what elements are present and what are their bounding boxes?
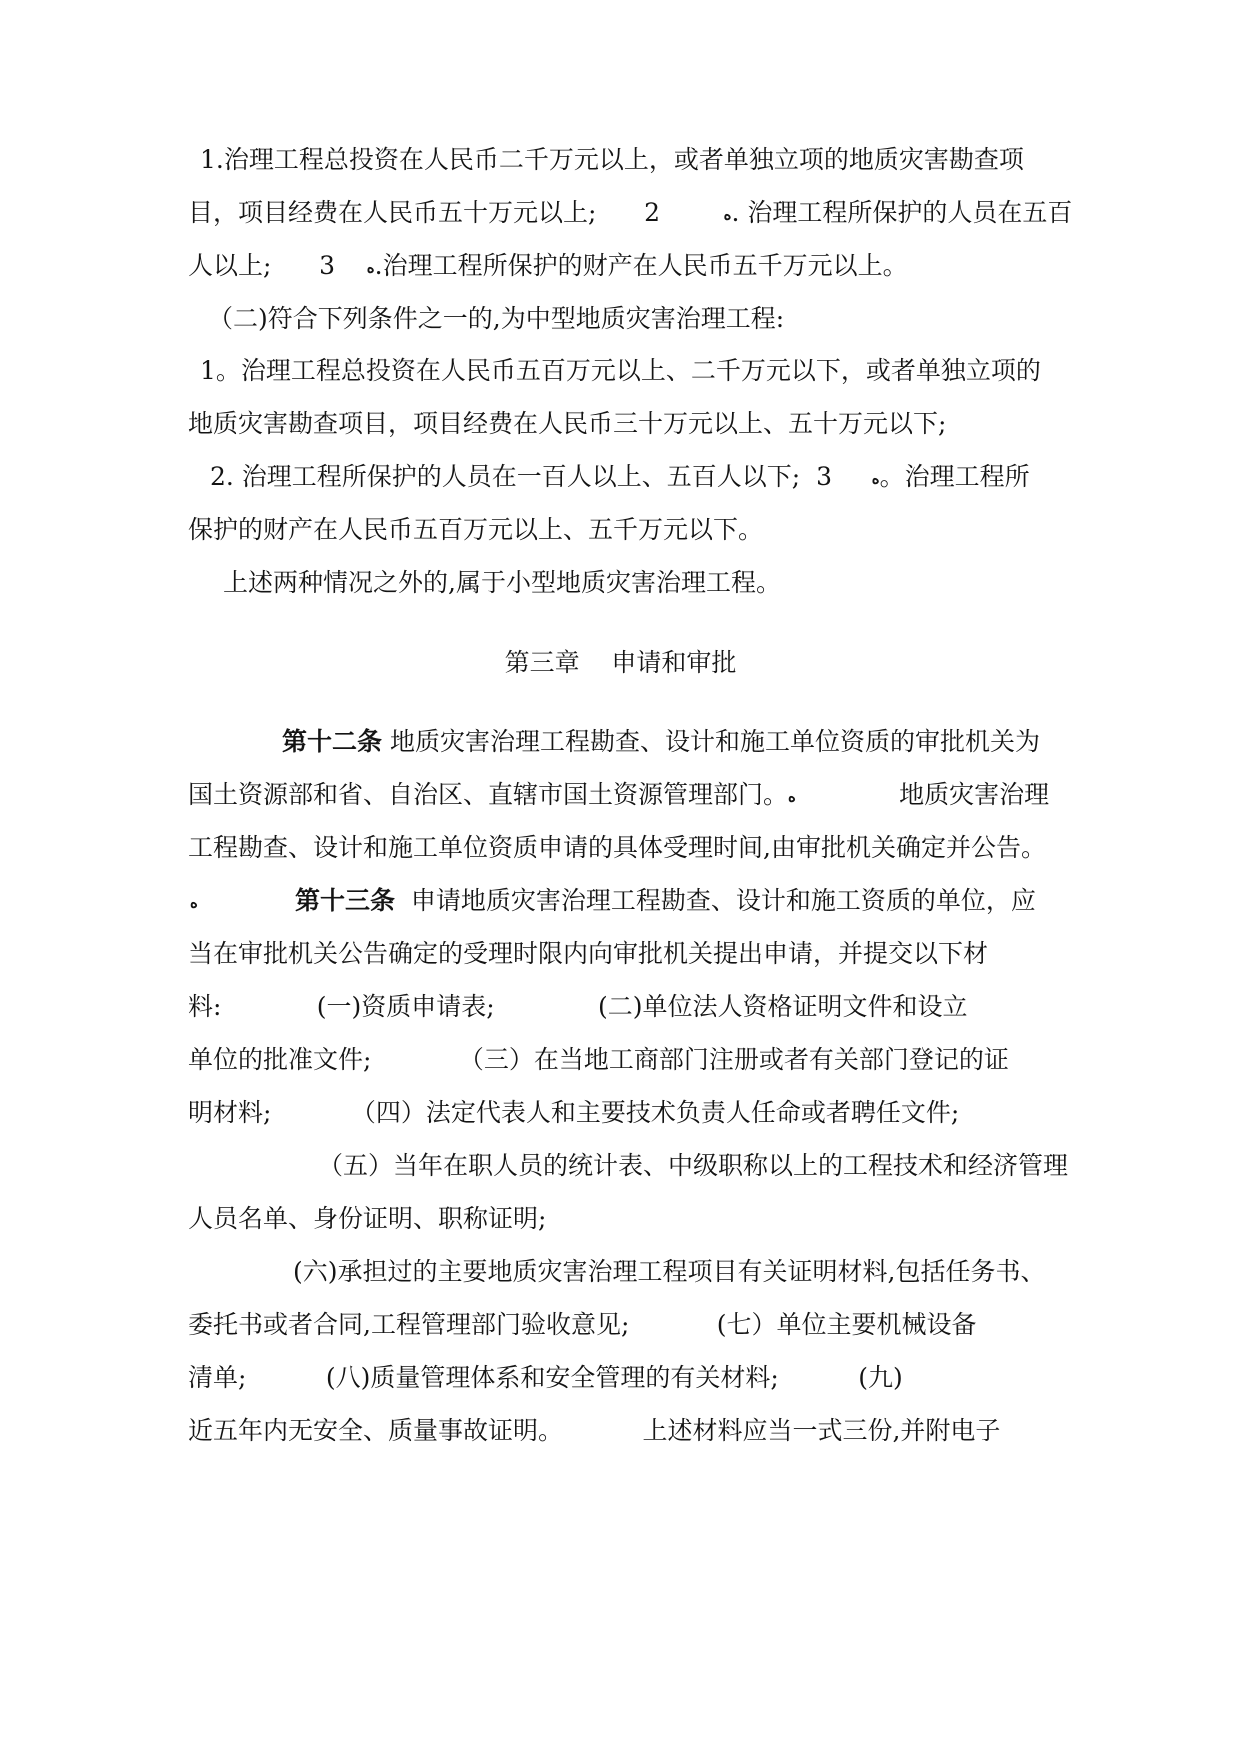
text-segment: 地质灾害治理: [795, 780, 1050, 809]
text-line: 明材料; （四）法定代表人和主要技术负责人任命或者聘任文件;: [188, 1098, 960, 1127]
text-line: （五）当年在职人员的统计表、中级职称以上的工程技术和经济管理: [318, 1151, 1069, 1180]
text-line: 上述两种情况之外的,属于小型地质灾害治理工程。: [223, 568, 781, 597]
text-line: 地质灾害勘查项目，项目经费在人民币三十万元以上、五十万元以下;: [188, 409, 947, 438]
text-line: 委托书或者合同,工程管理部门验收意见; (七）单位主要机械设备: [188, 1310, 977, 1339]
chapter-title: 第三章 申请和审批: [504, 648, 737, 677]
text-line: (六)承担过的主要地质灾害治理工程项目有关证明材料,包括任务书、: [293, 1257, 1046, 1286]
article-label: 第十三条: [295, 886, 396, 915]
text-line: [188, 778, 1060, 814]
tab-mark-glyph: ﻩ: [788, 787, 796, 806]
text-line: [282, 725, 1062, 759]
text-line: 1.治理工程总投资在人民币二千万元以上，或者单独立项的地质灾害勘查项: [200, 145, 1024, 174]
tab-mark-glyph: ﻩ: [723, 205, 732, 224]
text-line: 工程勘查、设计和施工单位资质申请的具体受理时间,由审批机关确定并公告。: [188, 833, 1046, 862]
text-segment: 国土资源部和省、自治区、直辖市国土资源管理部门。: [188, 780, 789, 809]
text-line: 料: (一)资质申请表; (二)单位法人资格证明文件和设立: [188, 992, 968, 1021]
text-line: [295, 884, 1065, 918]
text-line: [210, 460, 1082, 496]
article-label: 第十二条: [282, 727, 383, 756]
tab-mark-glyph: ﻩ: [190, 893, 198, 912]
tab-mark-glyph: ﻩ: [366, 258, 375, 277]
text-line: 单位的批准文件; （三）在当地工商部门注册或者有关部门登记的证: [188, 1045, 1009, 1074]
text-line: 当在审批机关公告确定的受理时限内向审批机关提出申请，并提交以下材: [188, 939, 989, 968]
text-line: 人员名单、身份证明、职称证明;: [188, 1204, 547, 1233]
text-segment: 人以上; 3: [188, 251, 367, 280]
text-segment: 地质灾害治理工程勘查、设计和施工单位资质的审批机关为: [382, 727, 1040, 756]
text-line: 近五年内无安全、质量事故证明。 上述材料应当一式三份,并附电子: [188, 1416, 1001, 1445]
text-line: [188, 196, 1073, 232]
text-segment: 2. 治理工程所保护的人员在一百人以上、五百人以下; 3: [210, 462, 872, 491]
text-segment: 目，项目经费在人民币五十万元以上; 2: [188, 198, 724, 227]
text-line: 1。治理工程总投资在人民币五百万元以上、二千万元以下，或者单独立项的: [200, 356, 1041, 385]
text-segment: . 治理工程所保护的人员在五百: [731, 198, 1073, 227]
text-line: （二)符合下列条件之一的,为中型地质灾害治理工程:: [208, 304, 785, 333]
tab-mark-glyph: ﻩ: [871, 469, 880, 488]
text-line: 保护的财产在人民币五百万元以上、五千万元以下。: [188, 515, 764, 544]
text-segment: 申请地质灾害治理工程勘查、设计和施工资质的单位，应: [395, 886, 1036, 915]
text-segment: .治理工程所保护的财产在人民币五千万元以上。: [374, 251, 908, 280]
text-line: 清单; (八)质量管理体系和安全管理的有关材料; (九): [188, 1363, 903, 1392]
text-segment: 。治理工程所: [879, 462, 1030, 491]
text-line: [188, 249, 1060, 285]
